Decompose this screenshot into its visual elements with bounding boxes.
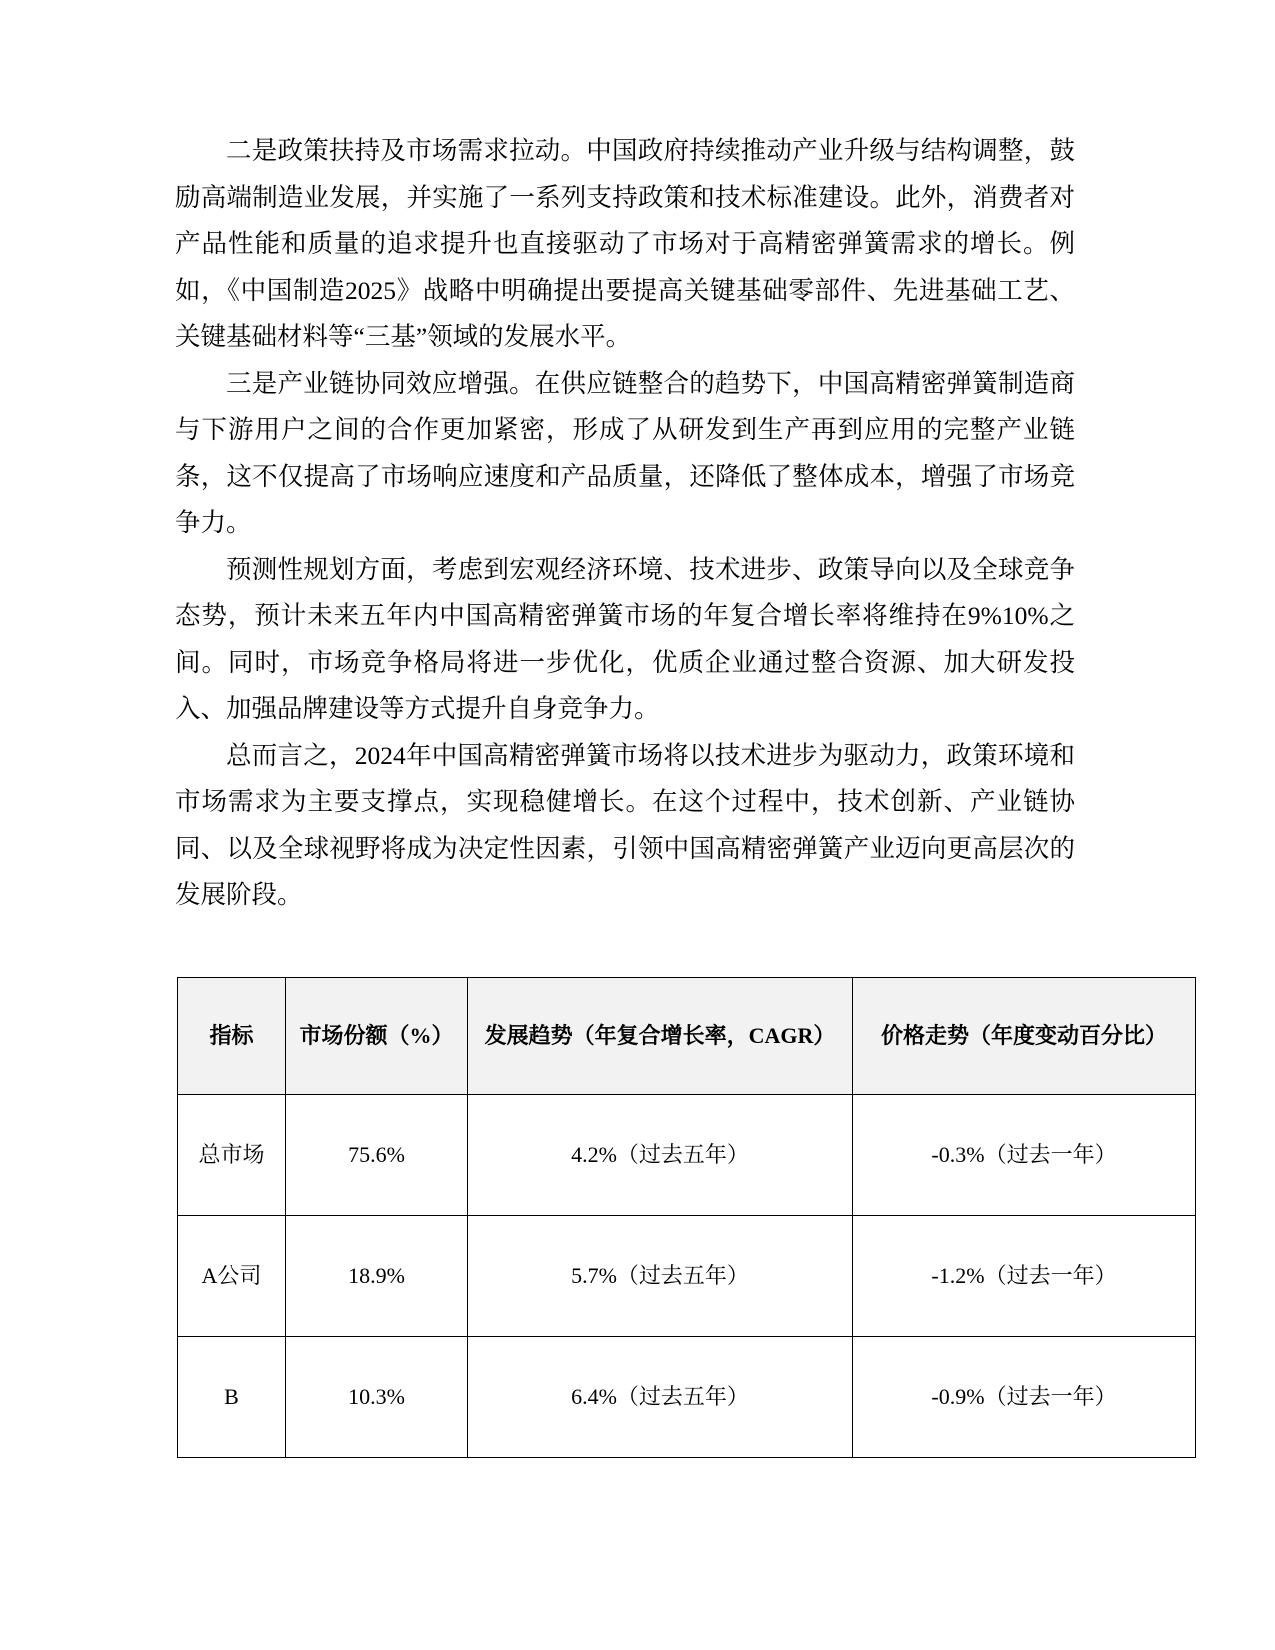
table-header-growth-trend: 发展趋势（年复合增长率，CAGR） [468, 978, 853, 1095]
table-header-row [178, 978, 1196, 1095]
market-metrics-table-wrapper [177, 977, 1195, 1458]
cell-price-trend: -1.2%（过去一年） [853, 1216, 1196, 1337]
table-header-market-share: 市场份额（%） [286, 978, 468, 1095]
cell-market-share: 10.3% [286, 1337, 468, 1458]
table-row [178, 1337, 1196, 1458]
cell-growth-trend: 6.4%（过去五年） [468, 1337, 853, 1458]
table-body [178, 1095, 1196, 1458]
cell-indicator: B [178, 1337, 286, 1458]
cell-growth-trend: 5.7%（过去五年） [468, 1216, 853, 1337]
cell-price-trend: -0.9%（过去一年） [853, 1337, 1196, 1458]
cell-indicator: 总市场 [178, 1095, 286, 1216]
paragraph-policy-support: 二是政策扶持及市场需求拉动。中国政府持续推动产业升级与结构调整，鼓励高端制造业发展，并实施了一系列支持政策和技术标准建设。此外，消费者对产品性能和质量的追求提升也直接驱动了市场对于高精密弹簧需求的增长。例如，《中国制造2025》战略中明确提出要提高关键基础零部件、先进基础工艺、关键基础材料等“三基”领域的发展水平。 [175, 136, 1075, 351]
table-row [178, 1216, 1196, 1337]
cell-price-trend: -0.3%（过去一年） [853, 1095, 1196, 1216]
table-header-price-trend: 价格走势（年度变动百分比） [853, 978, 1196, 1095]
table-row [178, 1095, 1196, 1216]
cell-market-share: 18.9% [286, 1216, 468, 1337]
market-metrics-table [177, 977, 1196, 1458]
table-header-indicator: 指标 [178, 978, 286, 1095]
paragraph-supply-chain: 三是产业链协同效应增强。在供应链整合的趋势下，中国高精密弹簧制造商与下游用户之间的合作更加紧密，形成了从研发到生产再到应用的完整产业链条，这不仅提高了市场响应速度和产品质量，还降低了整体成本，增强了市场竞争力。 [175, 368, 1075, 537]
paragraph-forecast-planning: 预测性规划方面，考虑到宏观经济环境、技术进步、政策导向以及全球竞争态势，预计未来五年内中国高精密弹簧市场的年复合增长率将维持在9%10%之间。同时，市场竞争格局将进一步优化，优质企业通过整合资源、加大研发投入、加强品牌建设等方式提升自身竞争力。 [175, 554, 1075, 723]
table-header [178, 978, 1196, 1095]
body-text-block [175, 128, 1075, 919]
cell-indicator: A公司 [178, 1216, 286, 1337]
paragraph-conclusion: 总而言之，2024年中国高精密弹簧市场将以技术进步为驱动力，政策环境和市场需求为主要支撑点，实现稳健增长。在这个过程中，技术创新、产业链协同、以及全球视野将成为决定性因素，引领中国高精密弹簧产业迈向更高层次的发展阶段。 [175, 740, 1075, 909]
cell-market-share: 75.6% [286, 1095, 468, 1216]
cell-growth-trend: 4.2%（过去五年） [468, 1095, 853, 1216]
